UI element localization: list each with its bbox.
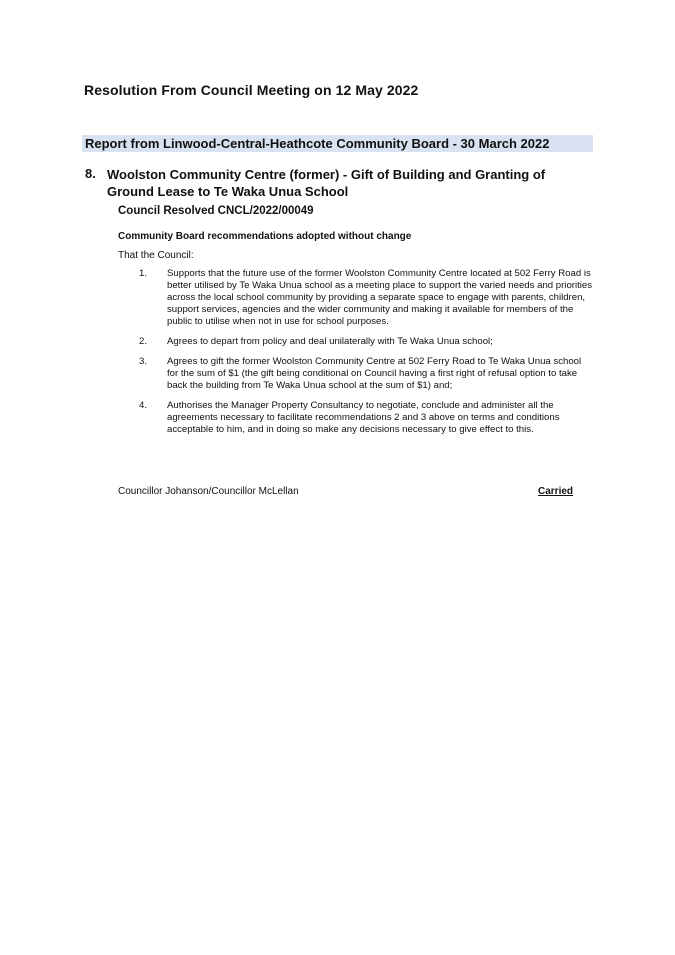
resolution-number: 1. [139,268,148,279]
resolution-intro: That the Council: [118,250,194,261]
item-title: Woolston Community Centre (former) - Gift of Building and Granting of Ground Lease to Te Waka Unua School [107,167,546,199]
resolution-text: Supports that the future use of the former Woolston Community Centre located at 502 Ferry Road is better utilised by Te Waka Unua school as a meeting place to support the varied needs and priorities across the local school community by providing a separate space to engage with parents, children, support services, agencies and the wider community and making it available for members of the public to utilise when not in use for school purposes. [167,268,593,327]
resolution-text: Authorises the Manager Property Consultancy to negotiate, conclude and administer all the agreements necessary to facilitate recommendations 2 and 3 above on terms and conditions acceptable to him, and in doing so make any decisions necessary to give effect to this. [167,400,560,435]
resolution-text: Agrees to gift the former Woolston Community Centre at 502 Ferry Road to Te Waka Unua school for the sum of $1 (the gift being conditional on Council having a first right of refusal option to take back the building from Te Waka Unua school at the sum of $1) and; [167,356,582,391]
resolution-item [139,336,594,348]
outcome-status: Carried [538,486,574,497]
resolution-text: Agrees to depart from policy and deal unilaterally with Te Waka Unua school; [167,336,493,347]
resolution-number: 4. [139,400,148,411]
recommendation-note: Community Board recommendations adopted without change [118,231,412,242]
page-heading: Resolution From Council Meeting on 12 May 2022 [84,82,419,98]
movers: Councillor Johanson/Councillor McLellan [118,486,299,497]
resolution-reference: Council Resolved CNCL/2022/00049 [118,205,314,217]
resolution-item [139,268,594,328]
resolution-item [139,400,594,436]
resolution-number: 2. [139,336,148,347]
report-banner: Report from Linwood-Central-Heathcote Community Board - 30 March 2022 [82,135,593,152]
resolution-item [139,356,594,392]
resolution-list [139,268,594,444]
item-number: 8. [85,166,96,181]
resolution-number: 3. [139,356,148,367]
